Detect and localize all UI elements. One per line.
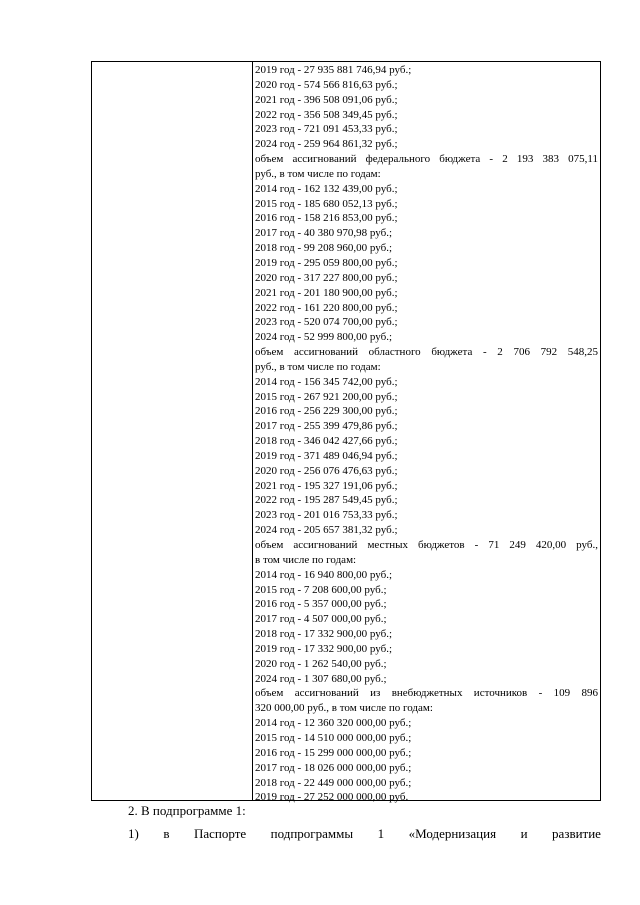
paragraph-word: 1 [377,826,385,841]
funding-line: 2024 год - 52 999 800,00 руб.; [255,331,393,344]
funding-line: 2016 год - 15 299 000 000,00 руб.; [255,746,412,759]
funding-line: 2023 год - 201 016 753,33 руб.; [255,509,398,522]
funding-line: 2019 год - 27 935 881 746,94 руб.; [255,64,412,76]
funding-line: 2016 год - 158 216 853,00 руб.; [255,212,398,225]
funding-line: 2014 год - 156 345 742,00 руб.; [255,375,398,388]
funding-line: в том числе по годам: [255,553,357,566]
funding-line: 2024 год - 259 964 861,32 руб.; [255,138,398,151]
funding-line: объем ассигнований из внебюджетных источников - 109 896 [255,687,598,700]
paragraph-word: и [520,826,528,841]
funding-line: объем ассигнований областного бюджета - 2 706 792 548,25 [255,346,598,359]
funding-cell [255,63,598,805]
funding-line: объем ассигнований местных бюджетов - 71 249 420,00 руб., [255,539,598,551]
passport-table [91,61,601,804]
funding-line: объем ассигнований федерального бюджета - 2 193 383 075,11 [255,153,598,166]
paragraph-word: 1) [128,826,139,841]
paragraph-word: подпрограммы [270,826,354,841]
funding-line: 320 000,00 руб., в том числе по годам: [255,702,433,715]
funding-line: 2024 год - 1 307 680,00 руб.; [255,672,387,685]
column-divider [252,62,253,800]
funding-line: 2014 год - 16 940 800,00 руб.; [255,568,393,581]
funding-line: 2019 год - 295 059 800,00 руб.; [255,256,398,269]
funding-line: 2017 год - 255 399 479,86 руб.; [255,420,398,433]
funding-line: 2015 год - 185 680 052,13 руб.; [255,197,398,210]
funding-line: 2022 год - 161 220 800,00 руб.; [255,301,398,314]
paragraph-word: в [163,826,170,841]
funding-line: 2021 год - 195 327 191,06 руб.; [255,479,398,492]
funding-line: 2023 год - 520 074 700,00 руб.; [255,316,398,329]
funding-line: 2015 год - 7 208 600,00 руб.; [255,583,387,596]
paragraph-passport-intro [128,826,601,842]
funding-line: 2019 год - 17 332 900,00 руб.; [255,642,393,655]
funding-line: 2020 год - 1 262 540,00 руб.; [255,657,387,670]
funding-line: 2020 год - 256 076 476,63 руб.; [255,464,398,477]
funding-line: 2021 год - 396 508 091,06 руб.; [255,93,398,106]
funding-line: 2015 год - 14 510 000 000,00 руб.; [255,731,412,744]
funding-line: 2016 год - 256 229 300,00 руб.; [255,405,398,418]
funding-line: 2017 год - 18 026 000 000,00 руб.; [255,761,412,774]
funding-line: 2016 год - 5 357 000,00 руб.; [255,598,387,611]
funding-line: 2022 год - 356 508 349,45 руб.; [255,108,398,121]
funding-line: 2018 год - 22 449 000 000,00 руб.; [255,776,412,789]
paragraph-word: развитие [552,826,601,841]
funding-line: 2023 год - 721 091 453,33 руб.; [255,123,398,136]
funding-line: 2018 год - 346 042 427,66 руб.; [255,435,398,448]
funding-line: руб., в том числе по годам: [255,360,381,373]
funding-line: 2014 год - 162 132 439,00 руб.; [255,182,398,195]
funding-line: 2017 год - 40 380 970,98 руб.; [255,227,393,240]
funding-line: 2022 год - 195 287 549,45 руб.; [255,494,398,507]
funding-line: 2020 год - 317 227 800,00 руб.; [255,271,398,284]
funding-line: 2021 год - 201 180 900,00 руб.; [255,286,398,299]
funding-line: 2019 год - 27 252 000 000,00 руб. [255,791,409,804]
funding-line: 2018 год - 17 332 900,00 руб.; [255,628,393,641]
funding-line: 2017 год - 4 507 000,00 руб.; [255,613,387,626]
funding-line: 2014 год - 12 360 320 000,00 руб.; [255,717,412,730]
paragraph-word: Паспорте [193,826,247,841]
funding-line: руб., в том числе по годам: [255,167,381,180]
funding-line: 2020 год - 574 566 816,63 руб.; [255,78,398,91]
paragraph-subprogram-heading: 2. В подпрограмме 1: [128,803,246,818]
paragraph-word: «Модернизация [408,826,497,841]
funding-line: 2024 год - 205 657 381,32 руб.; [255,524,398,537]
funding-line: 2019 год - 371 489 046,94 руб.; [255,449,398,462]
funding-line: 2018 год - 99 208 960,00 руб.; [255,242,393,255]
funding-line: 2015 год - 267 921 200,00 руб.; [255,390,398,403]
